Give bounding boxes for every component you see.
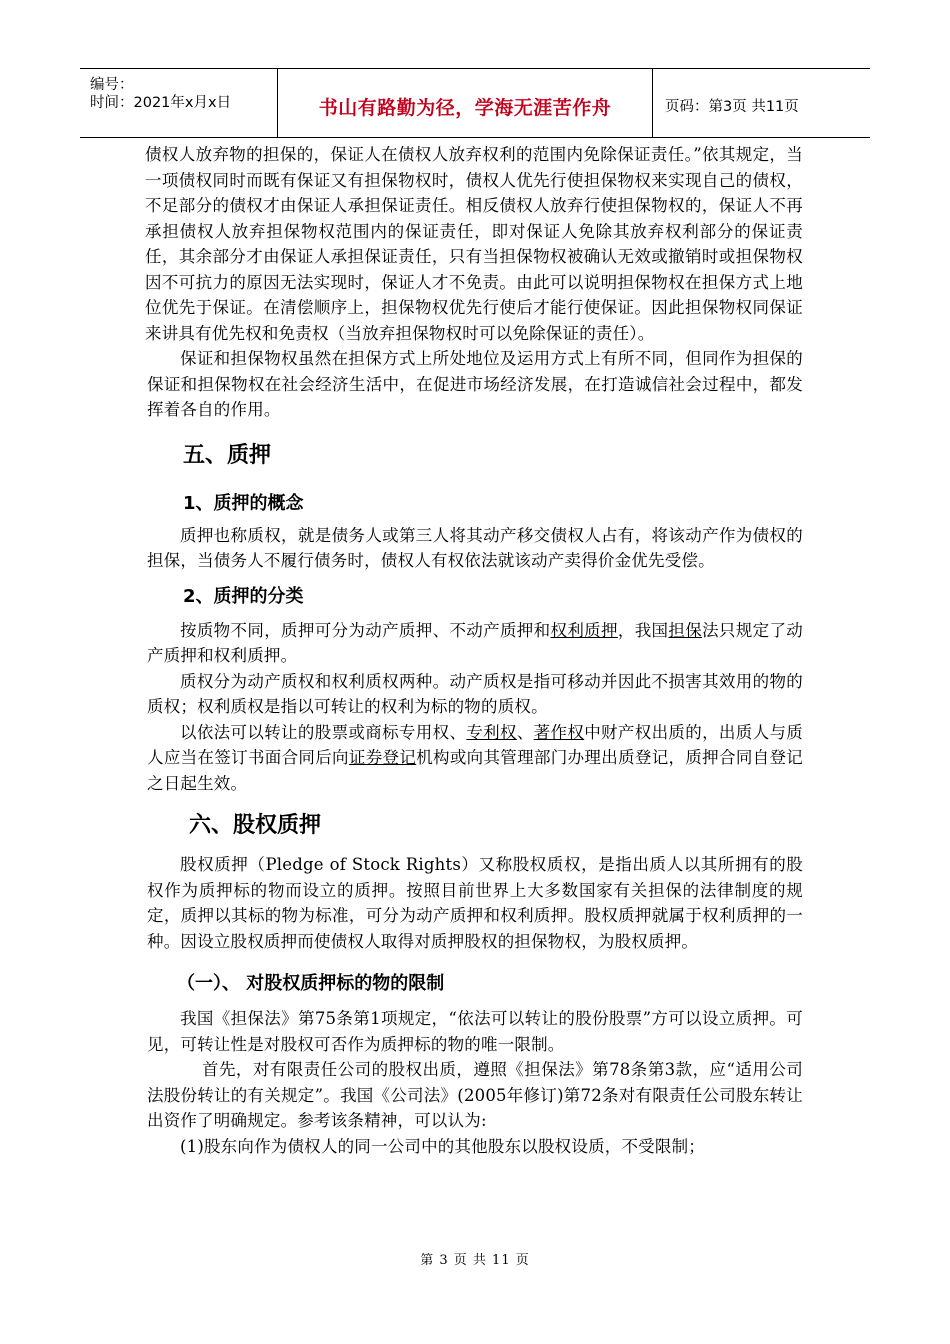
text-span: 以依法可以转让的股票或商标专用权、 <box>180 722 467 742</box>
header-motto-cell <box>278 69 653 137</box>
link-securities-registration[interactable]: 证券登记 <box>348 748 417 767</box>
paragraph-guarantee-law-article: 我国《担保法》第75条第1项规定，“依法可以转让的股份股票”方可以设立质押。可见，可转让性是对股权可否作为质押标的物的唯一限制。 <box>147 1009 803 1054</box>
link-rights-pledge[interactable]: 权利质押 <box>550 620 618 640</box>
subheading-pledge-concept: 1、质押的概念 <box>183 492 304 514</box>
link-copyright[interactable]: 著作权 <box>533 722 585 742</box>
page-footer: 第 3 页 共 11 页 <box>420 1253 530 1268</box>
paragraph-pledge-rights-kinds: 质权分为动产质权和权利质权两种。动产质权是指可移动并因此不损害其效用的物的质权；权利质权是指以可转让的权利为标的物的质权。 <box>147 671 803 716</box>
subheading-equity-pledge-limits: （一）、 对股权质押标的物的限制 <box>177 973 445 994</box>
subheading-pledge-types: 2、质押的分类 <box>183 585 304 607</box>
paragraph-condition-1: (1)股东向作为债权人的同一公司中的其他股东以股权设质，不受限制； <box>180 1136 705 1156</box>
paragraph-pledge-registration <box>147 720 803 797</box>
link-patent-right[interactable]: 专利权 <box>466 722 517 742</box>
paragraph-guarantee-role: 保证和担保物权虽然在担保方式上所处地位及运用方式上有所不同，但同作为担保的保证和担保物权在社会经济生活中，在促进市场经济发展，在打造诚信社会过程中，都发挥着各自的作用。 <box>147 349 803 419</box>
header-motto: 书山有路勤为径，学海无涯苦作舟 <box>318 97 612 119</box>
paragraph-guarantee-priority: 债权人放弃物的担保的，保证人在债权人放弃权利的范围内免除保证责任。”依其规定，当一项债权同时而既有保证又有担保物权时，债权人优先行使担保物权来实现自己的债权，不足部分的债权才由保证人承担保证责任。相反债权人放弃行使担保物权的，保证人不再承担债权人放弃担保物权范围内的保证责任，即对保证人免除其放弃权利部分的保证责任，其余部分才由保证人承担保证责任，只有当担保物权被确认无效或撤销时或担保物权因不可抗力的原因无法实现时，保证人才不免责。由此可以说明担保物权在担保方式上地位优先于保证。在清偿顺序上，担保物权优先行使后才能行使保证。因此担保物权同保证来讲具有优先权和免责权（当放弃担保物权时可以免除保证的责任）。 <box>145 145 803 343</box>
section-heading-pledge: 五、质押 <box>183 442 272 468</box>
text-span: 中财产权出质的，出质人与质人应当在签订书面合同后向 <box>147 722 803 767</box>
section-heading-equity-pledge: 六、股权质押 <box>189 813 322 838</box>
document-header <box>80 68 870 138</box>
header-meta-cell <box>80 69 278 137</box>
paragraph-equity-pledge: 股权质押（Pledge of Stock Rights）又称股权质权，是指出质人以其所拥有的股权作为质押标的物而设立的质押。按照目前世界上大多数国家有关担保的法律制度的规定，质押以其标的物为标准，可分为动产质押和权利质押。股权质押就属于权利质押的一种。因设立股权质押而使债权人取得对质押股权的担保物权，为股权质押。 <box>147 855 803 951</box>
document-body <box>147 142 803 1159</box>
link-guarantee-law[interactable]: 担保 <box>668 620 703 640</box>
text-span: 法只规定了动产质押和权利质押。 <box>147 620 803 665</box>
paragraph-llc-equity: 首先，对有限责任公司的股权出质，遵照《担保法》第78条第3款，应“适用公司法股份转让的有关规定”。我国《公司法》(2005年修订)第72条对有限责任公司股东转让出资作了明确规定。参考该条精神，可以认为: <box>147 1060 803 1130</box>
serial-label: 编号： <box>90 77 134 93</box>
text-span: ，我国 <box>617 620 669 640</box>
text-span: 、 <box>516 722 534 742</box>
paragraph-pledge-concept: 质押也称质权，就是债务人或第三人将其动产移交债权人占有，将该动产作为债权的担保，当债务人不履行债务时，债权人有权依法就该动产卖得价金优先受偿。 <box>147 525 803 570</box>
date-label: 时间：2021年x月x日 <box>90 95 232 111</box>
text-span: 机构或向其管理部门办理出质登记，质押合同自登记之日起生效。 <box>147 748 803 793</box>
paragraph-pledge-types <box>147 618 803 669</box>
header-page-info: 页码：第3页 共11页 <box>665 99 799 115</box>
header-page-cell <box>653 69 870 137</box>
text-span: 按质物不同，质押可分为动产质押、不动产质押和 <box>180 620 551 640</box>
